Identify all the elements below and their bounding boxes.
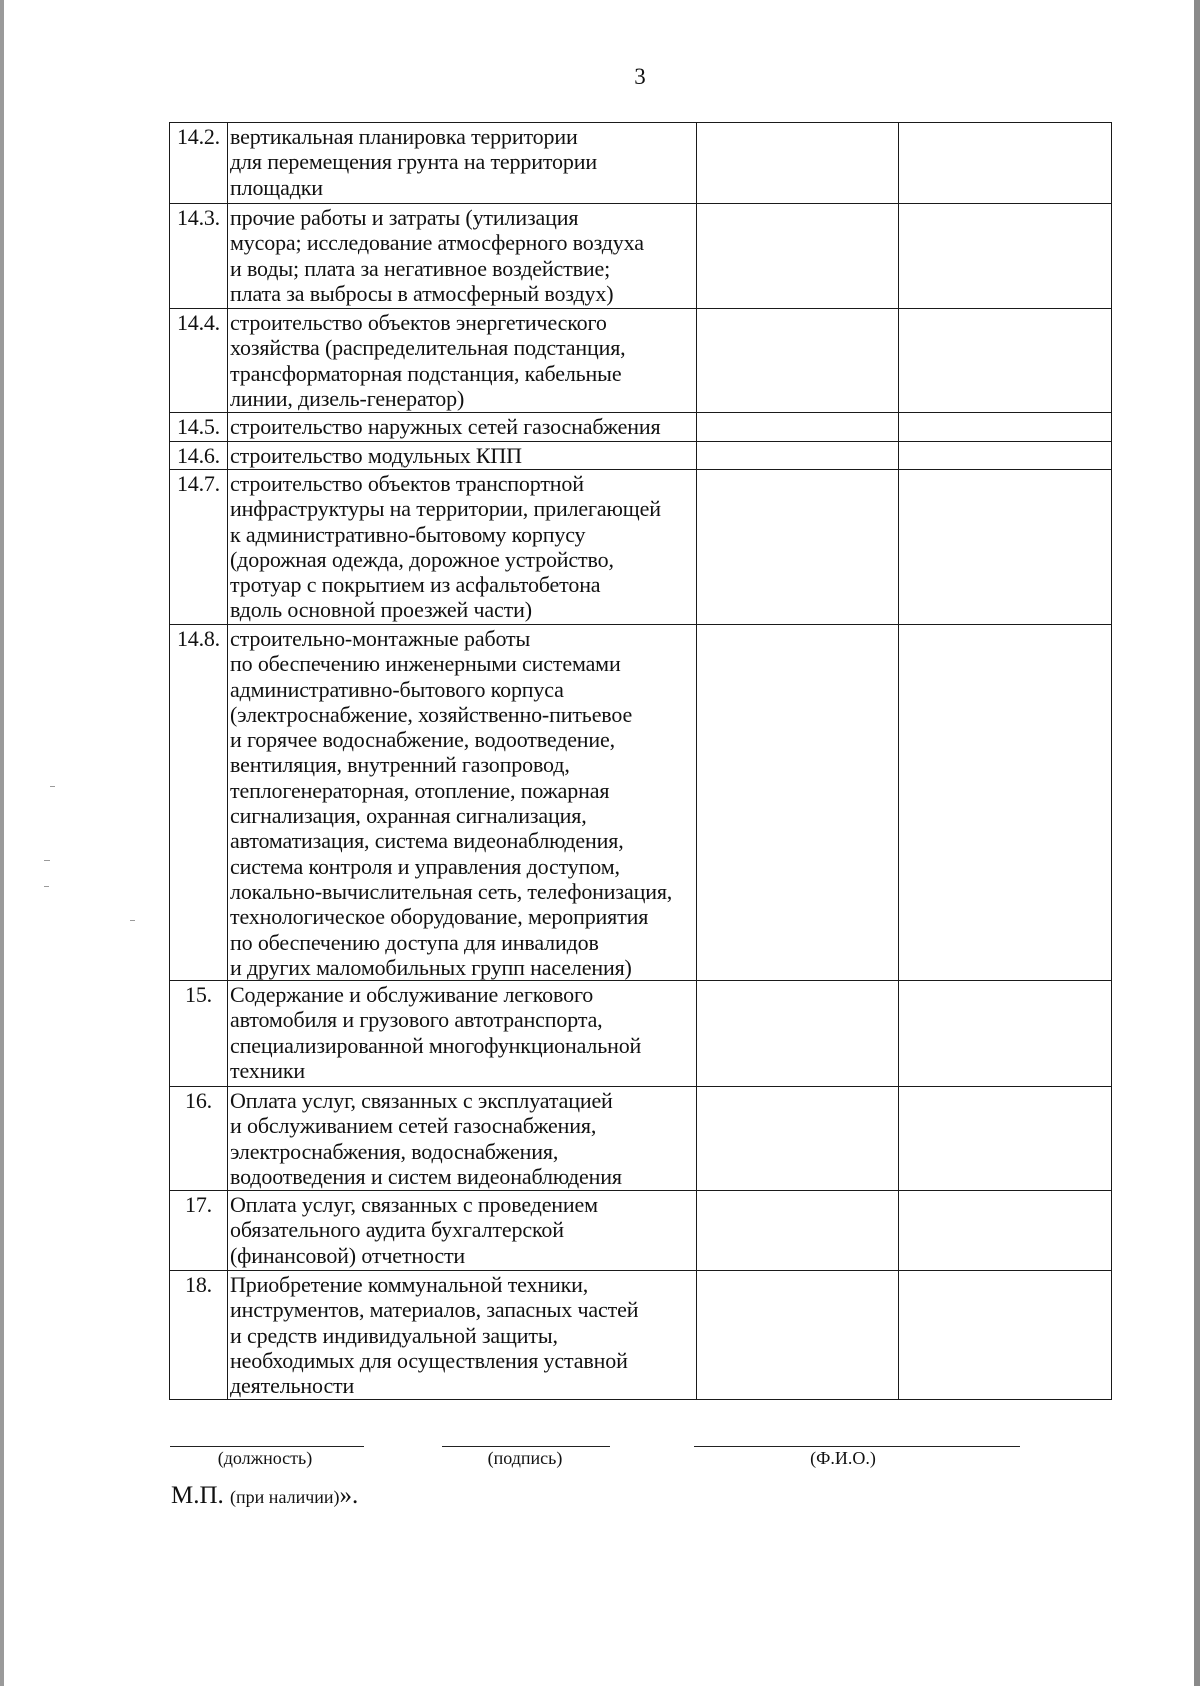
- scan-speck: [44, 886, 49, 887]
- row-number: 14.2.: [170, 123, 228, 204]
- row-description: Приобретение коммунальной техники, инструментов, материалов, запасных частей и средств индивидуальной защиты, необходимых для осуществления уставной деятельности: [228, 1271, 697, 1399]
- table-row: [170, 981, 1112, 1087]
- row-number: 14.6.: [170, 442, 228, 470]
- row-number: 16.: [170, 1087, 228, 1191]
- row-number: 17.: [170, 1191, 228, 1271]
- scan-edge-right: [1194, 0, 1200, 1686]
- value-cell: [899, 309, 1112, 413]
- row-description: Содержание и обслуживание легкового автомобиля и грузового автотранспорта, специализированной многофункциональной техники: [228, 981, 697, 1087]
- table-row: [170, 123, 1112, 204]
- table-row: [170, 625, 1112, 981]
- value-cell: [899, 123, 1112, 204]
- value-cell: [697, 204, 899, 309]
- value-cell: [899, 1191, 1112, 1271]
- value-cell: [697, 309, 899, 413]
- row-number: 14.3.: [170, 204, 228, 309]
- row-number: 18.: [170, 1271, 228, 1399]
- row-description: строительство объектов транспортной инфраструктуры на территории, прилегающей к административно-бытовому корпусу (дорожная одежда, дорожное устройство, тротуар с покрытием из асфальтобетона вдоль основной проезжей части): [228, 470, 697, 625]
- row-description: вертикальная планировка территории для перемещения грунта на территории площадки: [228, 123, 697, 204]
- row-number: 14.5.: [170, 413, 228, 442]
- signature-line: [442, 1446, 610, 1447]
- value-cell: [899, 1087, 1112, 1191]
- scan-speck: [44, 860, 50, 861]
- expenses-table: [169, 122, 1112, 1400]
- full-name-caption: (Ф.И.О.): [810, 1448, 876, 1468]
- stamp-prefix: М.П.: [171, 1482, 224, 1509]
- table-row: [170, 413, 1112, 442]
- value-cell: [697, 981, 899, 1087]
- row-number: 14.4.: [170, 309, 228, 413]
- row-description: строительство наружных сетей газоснабжения: [228, 413, 697, 442]
- full-name-signature-line: [694, 1446, 1020, 1447]
- scan-speck: [130, 920, 135, 921]
- scan-edge-left: [0, 0, 4, 1686]
- value-cell: [697, 1087, 899, 1191]
- row-number: 14.8.: [170, 625, 228, 981]
- value-cell: [697, 442, 899, 470]
- stamp-note: [171, 1482, 358, 1510]
- value-cell: [697, 625, 899, 981]
- closing-quote: ».: [339, 1482, 359, 1509]
- row-description: строительство объектов энергетического хозяйства (распределительная подстанция, трансформаторная подстанция, кабельные линии, дизель-генератор): [228, 309, 697, 413]
- table-row: [170, 204, 1112, 309]
- value-cell: [697, 413, 899, 442]
- value-cell: [697, 123, 899, 204]
- value-cell: [899, 204, 1112, 309]
- table-row: [170, 1087, 1112, 1191]
- row-description: прочие работы и затраты (утилизация мусора; исследование атмосферного воздуха и воды; плата за негативное воздействие; плата за выбросы в атмосферный воздух): [228, 204, 697, 309]
- row-description: строительно-монтажные работы по обеспечению инженерными системами административно-бытового корпуса (электроснабжение, хозяйственно-питьевое и горячее водоснабжение, водоотведение, вентиляция, внутренний газопровод, теплогенераторная, отопление, пожарная сигнализация, охранная сигнализация, автоматизация, система видеонаблюдения, система контроля и управления доступом, локально-вычислительная сеть, телефонизация, технологическое оборудование, мероприятия по обеспечению доступа для инвалидов и других маломобильных групп населения): [228, 625, 697, 981]
- table-row: [170, 1271, 1112, 1399]
- value-cell: [697, 470, 899, 625]
- signature-caption: (подпись): [487, 1448, 563, 1468]
- value-cell: [899, 981, 1112, 1087]
- value-cell: [697, 1191, 899, 1271]
- position-caption: (должность): [217, 1448, 313, 1468]
- value-cell: [899, 413, 1112, 442]
- scan-speck: [50, 786, 55, 787]
- stamp-condition: (при наличии): [230, 1487, 340, 1507]
- value-cell: [697, 1271, 899, 1399]
- value-cell: [899, 442, 1112, 470]
- value-cell: [899, 470, 1112, 625]
- row-number: 14.7.: [170, 470, 228, 625]
- page-number: 3: [634, 64, 646, 89]
- position-signature-line: [170, 1446, 364, 1447]
- row-description: Оплата услуг, связанных с проведением обязательного аудита бухгалтерской (финансовой) отчетности: [228, 1191, 697, 1271]
- row-number: 15.: [170, 981, 228, 1087]
- value-cell: [899, 1271, 1112, 1399]
- table-row: [170, 309, 1112, 413]
- table-row: [170, 442, 1112, 470]
- table-row: [170, 470, 1112, 625]
- value-cell: [899, 625, 1112, 981]
- row-description: строительство модульных КПП: [228, 442, 697, 470]
- table-row: [170, 1191, 1112, 1271]
- row-description: Оплата услуг, связанных с эксплуатацией и обслуживанием сетей газоснабжения, электроснабжения, водоснабжения, водоотведения и систем видеонаблюдения: [228, 1087, 697, 1191]
